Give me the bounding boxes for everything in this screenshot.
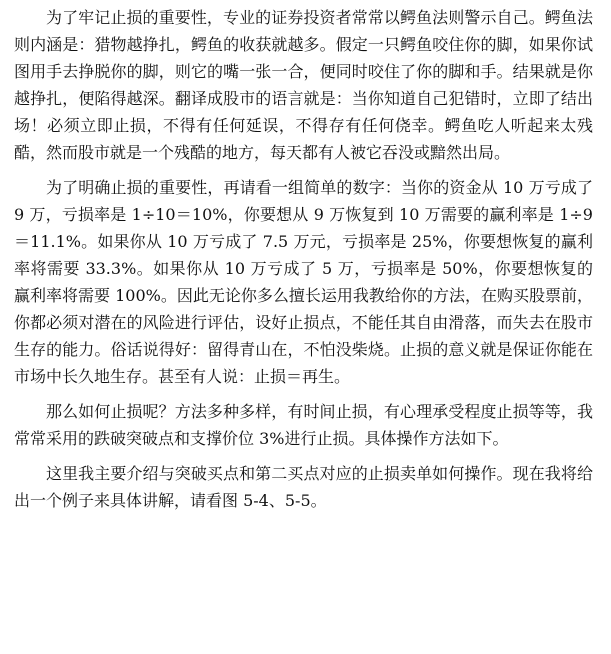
paragraph-example-intro: 这里我主要介绍与突破买点和第二买点对应的止损卖单如何操作。现在我将给出一个例子来具体讲解，请看图 5-4、5-5。: [14, 464, 593, 510]
paragraph-stop-loss-numbers: 为了明确止损的重要性，再请看一组简单的数字：当你的资金从 10 万亏成了 9 万，亏损率是 1÷10＝10%，你要想从 9 万恢复到 10 万需要的赢利率是 1÷9＝11.1%。如果你从 10 万亏成了 7.5 万元，亏损率是 25%，你要想恢复的赢利率将需要 33.3%。如果你从 10 万亏成了 5 万，亏损率是 50%，你要想恢复的赢利率将需要 100%。因此无论你多么擅长运用我教给你的方法，在购买股票前，你都必须对潜在的风险进行评估，设好止损点，不能任其自由滑落，而失去在股市生存的能力。俗话说得好：留得青山在，不怕没柴烧。止损的意义就是保证你能在市场中长久地生存。甚至有人说：止损＝再生。: [14, 178, 593, 386]
paragraph-how-to-stop-loss: 那么如何止损呢？方法多种多样，有时间止损，有心理承受程度止损等等，我常常采用的跌破突破点和支撑价位 3%进行止损。具体操作方法如下。: [14, 402, 593, 448]
paragraph-crocodile-rule: 为了牢记止损的重要性，专业的证券投资者常常以鳄鱼法则警示自己。鳄鱼法则内涵是：猎物越挣扎，鳄鱼的收获就越多。假定一只鳄鱼咬住你的脚，如果你试图用手去挣脱你的脚，则它的嘴一张一合，便同时咬住了你的脚和手。结果就是你越挣扎，便陷得越深。翻译成股市的语言就是：当你知道自己犯错时，立即了结出场！必须立即止损，不得有任何延误，不得存有任何侥幸。鳄鱼吃人听起来太残酷，然而股市就是一个残酷的地方，每天都有人被它吞没或黯然出局。: [14, 8, 593, 162]
